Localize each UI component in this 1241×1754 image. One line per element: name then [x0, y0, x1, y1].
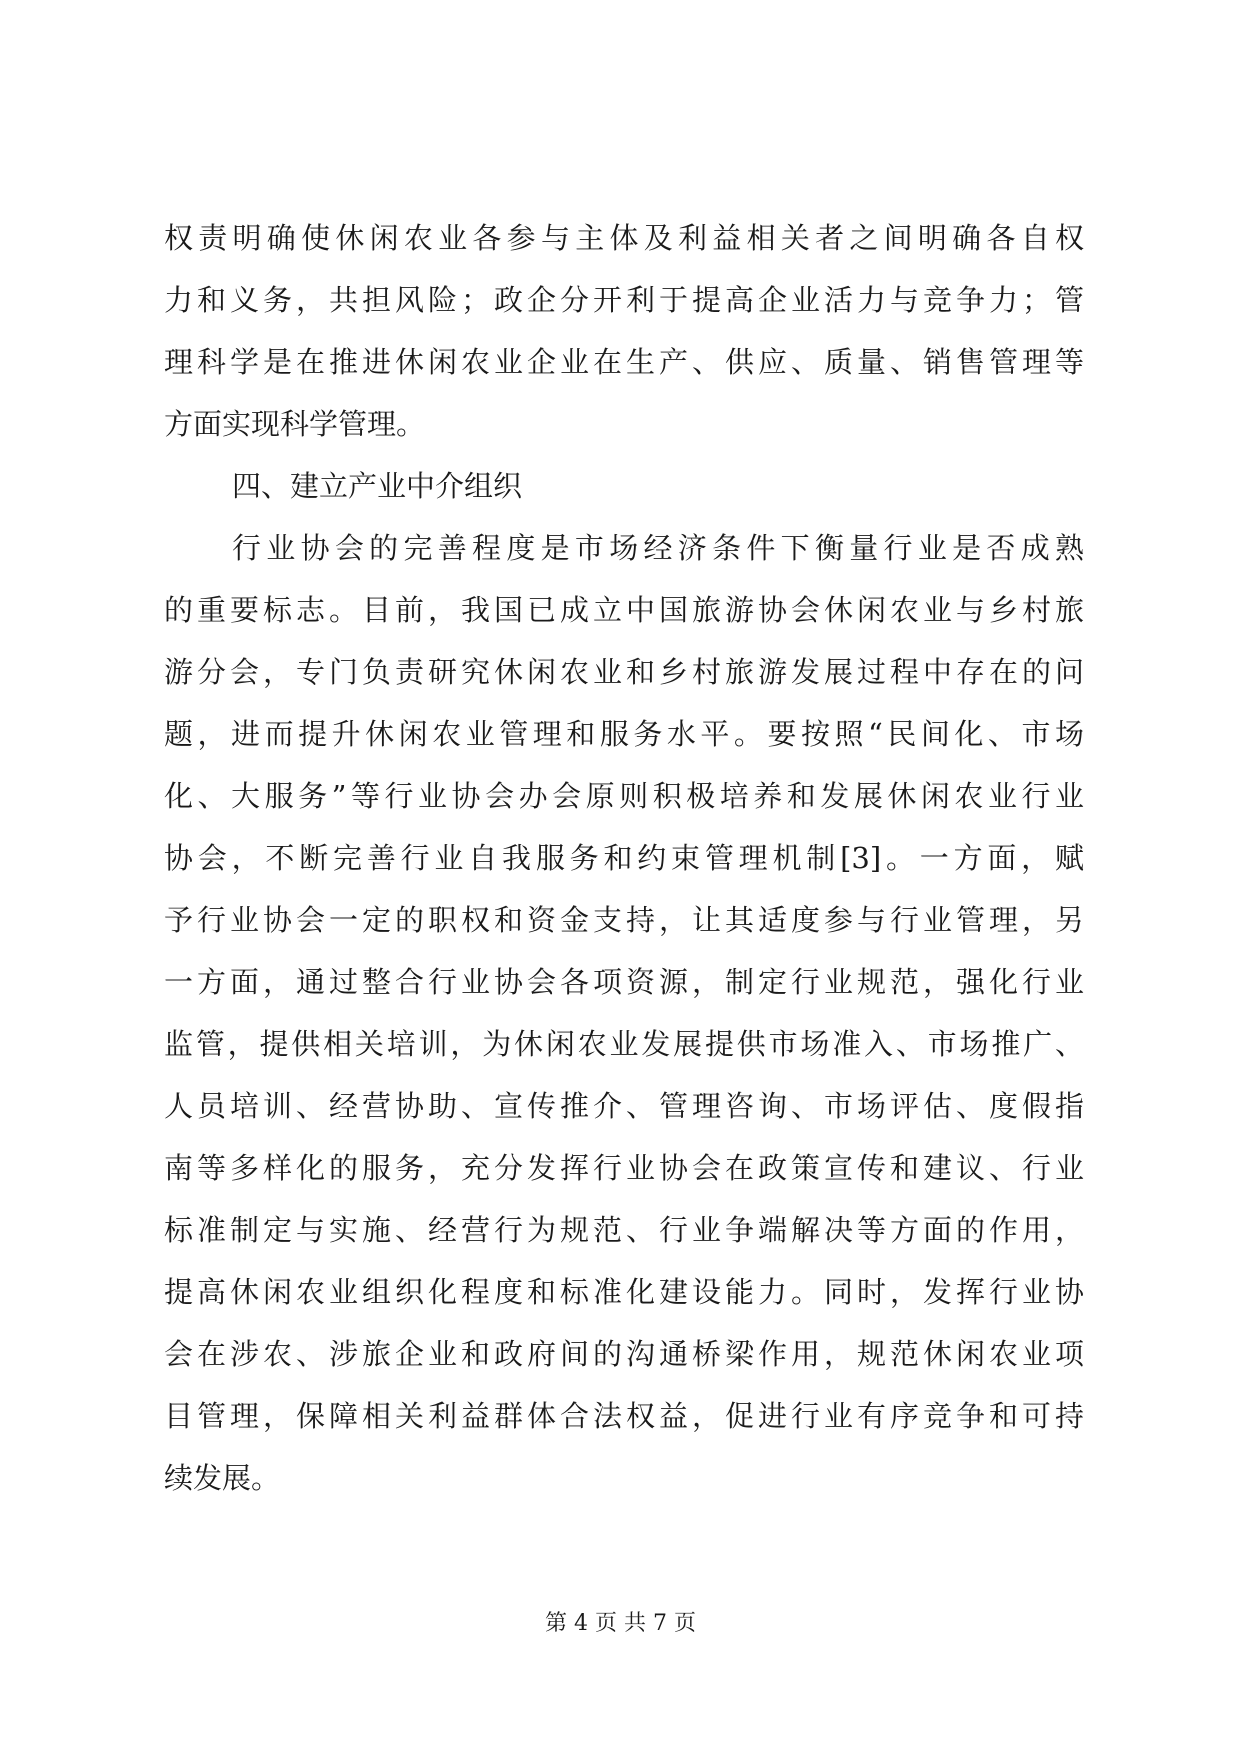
body-line: 标准制定与实施、经营行为规范、行业争端解决等方面的作用，: [164, 1213, 1084, 1247]
body-line: 目管理，保障相关利益群体合法权益，促进行业有序竞争和可持: [164, 1399, 1084, 1433]
body-line: 理科学是在推进休闲农业企业在生产、供应、质量、销售管理等: [164, 345, 1084, 379]
page-number-footer: 第 4 页 共 7 页: [545, 1611, 696, 1636]
body-line: 方面实现科学管理。: [164, 407, 426, 441]
body-line: 的重要标志。目前，我国已成立中国旅游协会休闲农业与乡村旅: [164, 593, 1084, 627]
body-line: 监管，提供相关培训，为休闲农业发展提供市场准入、市场推广、: [164, 1027, 1084, 1061]
section-heading: 四、建立产业中介组织: [232, 469, 523, 503]
body-line: 行业协会的完善程度是市场经济条件下衡量行业是否成熟: [232, 531, 1084, 565]
body-line: 协会，不断完善行业自我服务和约束管理机制[3]。一方面，赋: [164, 841, 1084, 875]
body-line: 续发展。: [164, 1461, 281, 1495]
body-line: 予行业协会一定的职权和资金支持，让其适度参与行业管理，另: [164, 903, 1084, 937]
body-line: 会在涉农、涉旅企业和政府间的沟通桥梁作用，规范休闲农业项: [164, 1337, 1084, 1371]
body-line: 提高休闲农业组织化程度和标准化建设能力。同时，发挥行业协: [164, 1275, 1084, 1309]
body-line: 力和义务，共担风险；政企分开利于提高企业活力与竞争力；管: [164, 283, 1084, 317]
body-line: 一方面，通过整合行业协会各项资源，制定行业规范，强化行业: [164, 965, 1084, 999]
body-line: 游分会，专门负责研究休闲农业和乡村旅游发展过程中存在的问: [164, 655, 1084, 689]
body-line: 人员培训、经营协助、宣传推介、管理咨询、市场评估、度假指: [164, 1089, 1084, 1123]
body-line: 化、大服务”等行业协会办会原则积极培养和发展休闲农业行业: [164, 779, 1084, 813]
body-line: 南等多样化的服务，充分发挥行业协会在政策宣传和建议、行业: [164, 1151, 1084, 1185]
body-line: 题，进而提升休闲农业管理和服务水平。要按照“民间化、市场: [164, 717, 1084, 751]
body-line: 权责明确使休闲农业各参与主体及利益相关者之间明确各自权: [164, 221, 1084, 255]
